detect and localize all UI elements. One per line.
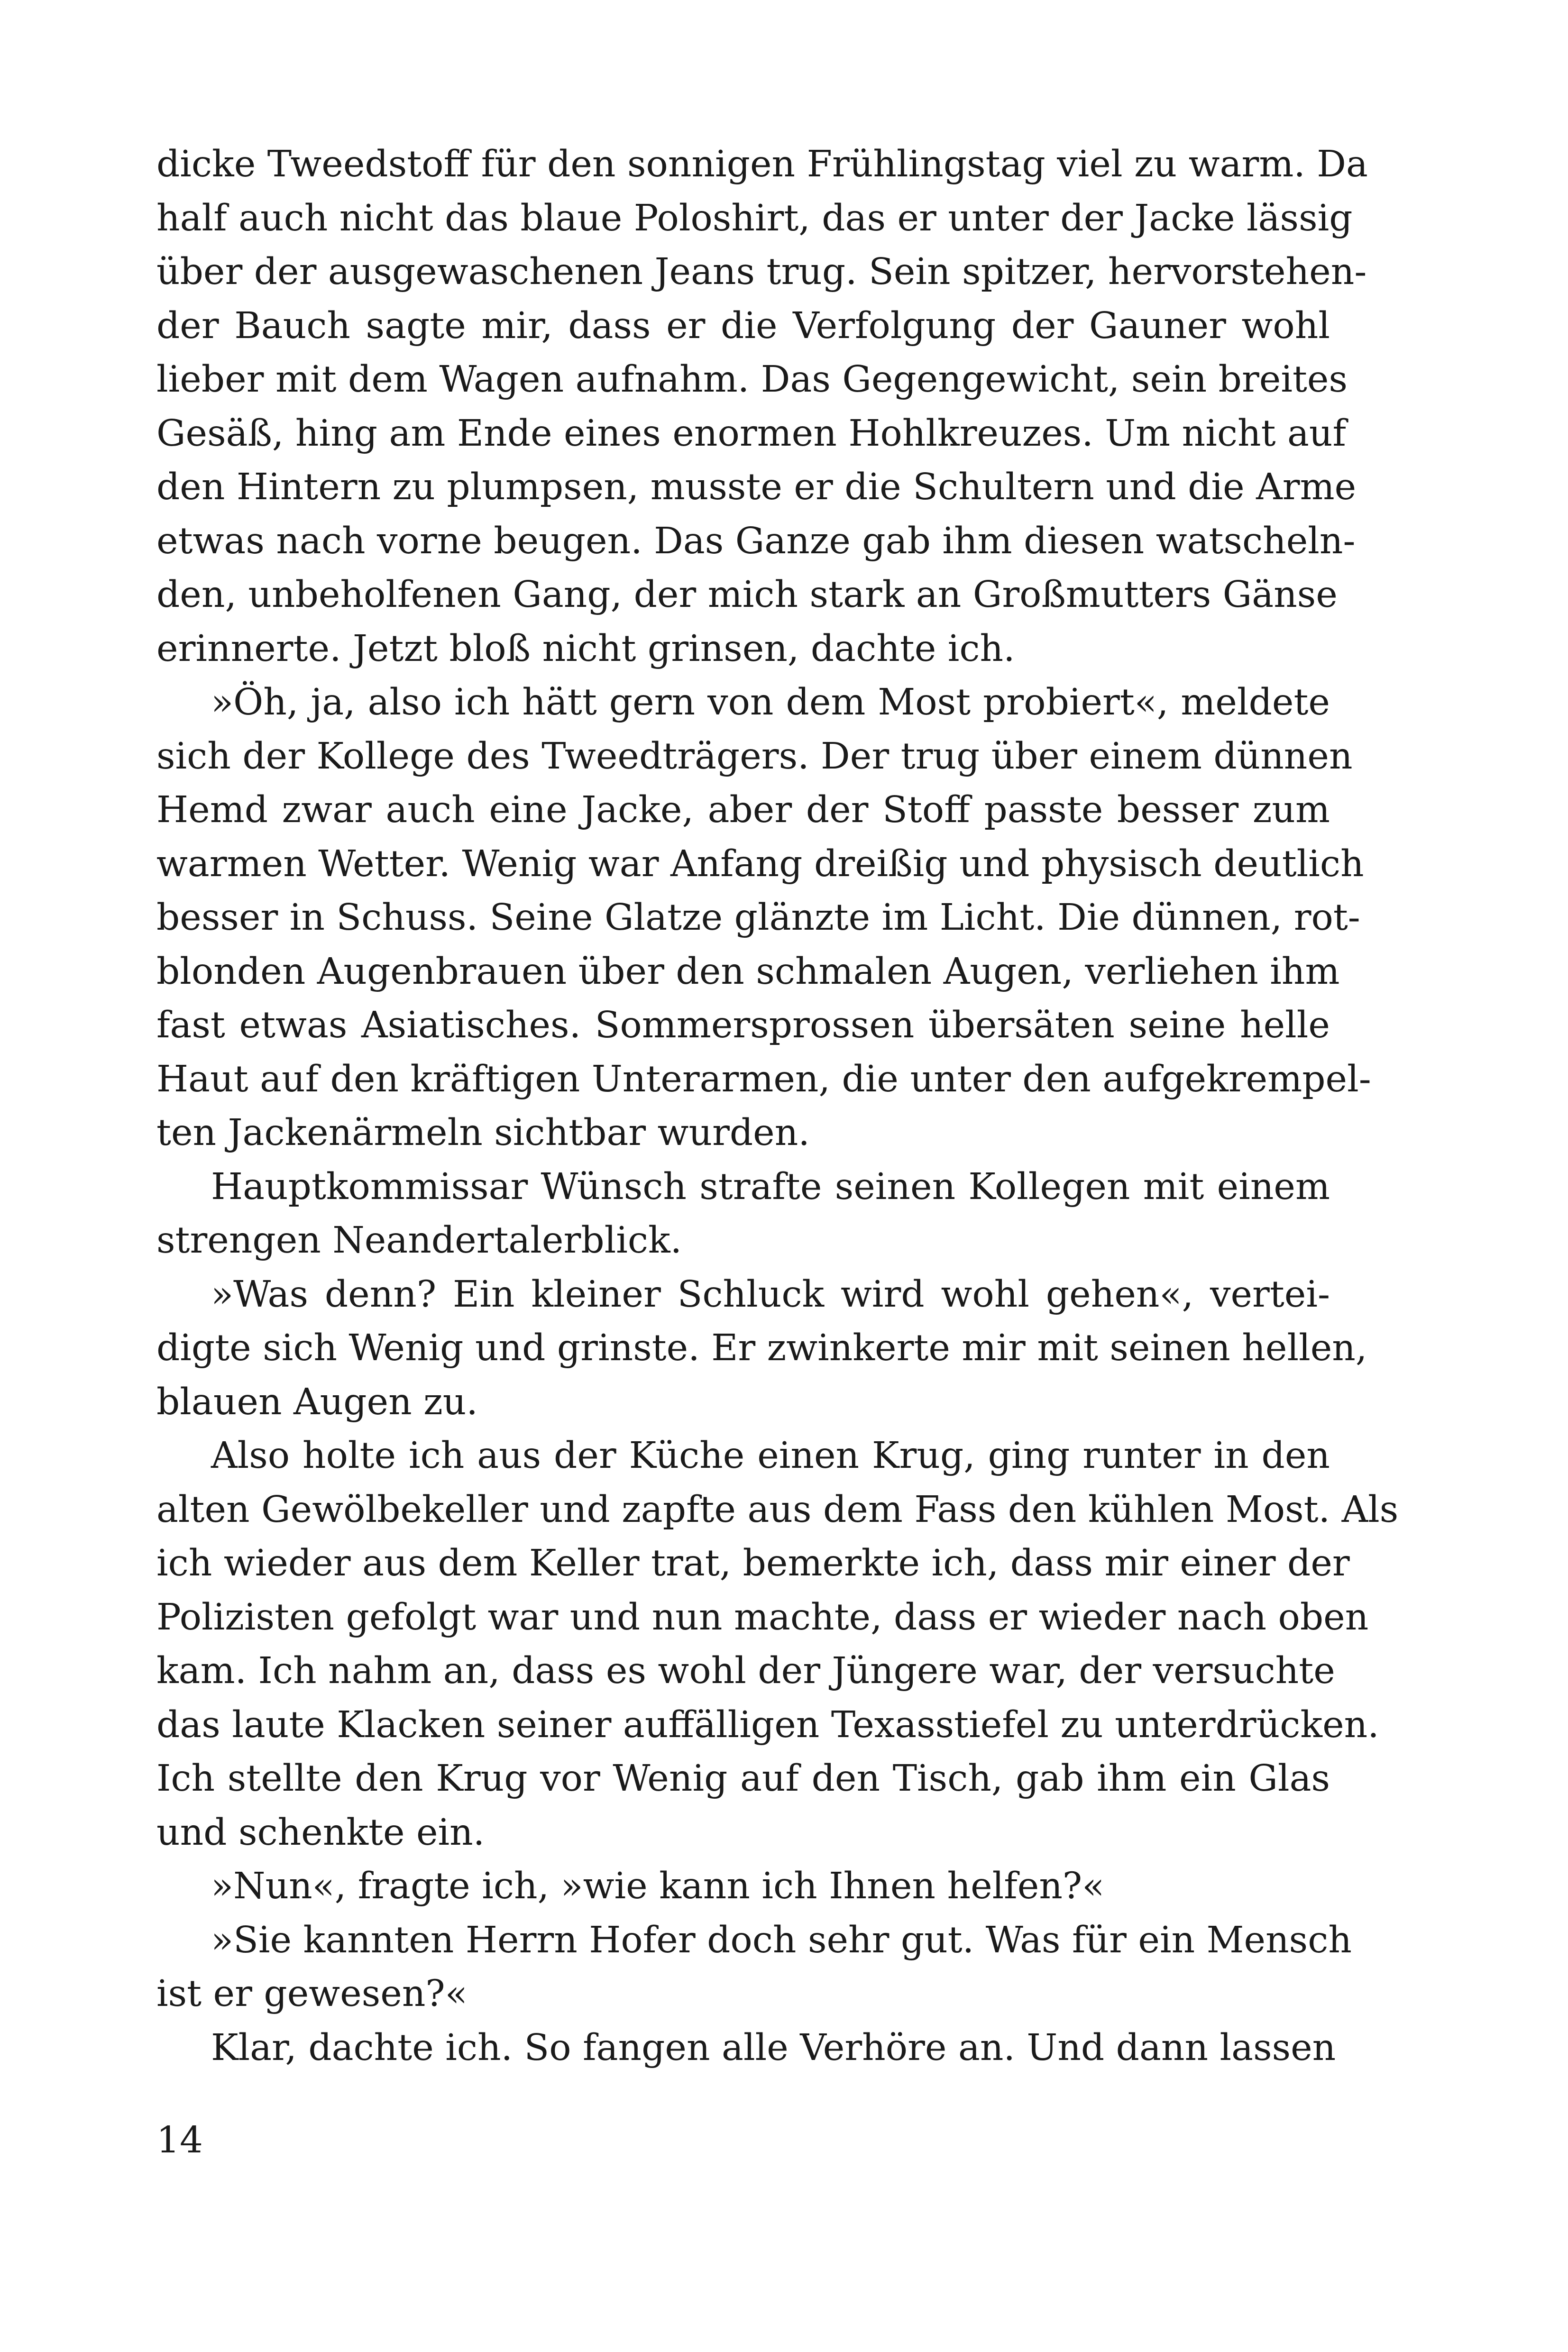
text-line: blauen Augen zu. xyxy=(156,1381,478,1423)
body-text xyxy=(156,137,1399,2075)
text-line: das laute Klacken seiner auffälligen Texasstiefel zu unterdrücken. xyxy=(156,1703,1379,1746)
text-line: ist er gewesen?« xyxy=(156,1973,468,2015)
text-line: Hauptkommissar Wünsch strafte seinen Kollegen mit einem xyxy=(211,1165,1330,1208)
text-line: Klar, dachte ich. So fangen alle Verhöre an. Und dann lassen xyxy=(211,2026,1336,2069)
text-line: und schenkte ein. xyxy=(156,1811,485,1854)
text-line: »Sie kannten Herrn Hofer doch sehr gut. Was für ein Mensch xyxy=(211,1919,1352,1961)
page-number: 14 xyxy=(156,2119,203,2161)
text-line: erinnerte. Jetzt bloß nicht grinsen, dachte ich. xyxy=(156,627,1015,670)
text-line: Also holte ich aus der Küche einen Krug, ging runter in den xyxy=(211,1435,1330,1477)
text-line: fast etwas Asiatisches. Sommersprossen übersäten seine helle xyxy=(156,1004,1330,1046)
text-line: digte sich Wenig und grinste. Er zwinkerte mir mit seinen hellen, xyxy=(156,1327,1367,1369)
text-line: strengen Neandertalerblick. xyxy=(156,1219,682,1262)
text-line: Haut auf den kräftigen Unterarmen, die unter den aufgekrempel- xyxy=(156,1058,1371,1100)
text-line: etwas nach vorne beugen. Das Ganze gab ihm diesen watscheln- xyxy=(156,520,1356,562)
text-line: sich der Kollege des Tweedträgers. Der trug über einem dünnen xyxy=(156,735,1353,778)
text-line: dicke Tweedstoff für den sonnigen Frühlingstag viel zu warm. Da xyxy=(156,143,1368,185)
text-line: Hemd zwar auch eine Jacke, aber der Stoff passte besser zum xyxy=(156,789,1330,831)
text-line: »Nun«, fragte ich, »wie kann ich Ihnen helfen?« xyxy=(211,1865,1105,1907)
text-line: besser in Schuss. Seine Glatze glänzte im Licht. Die dünnen, rot- xyxy=(156,897,1360,939)
text-line: blonden Augenbrauen über den schmalen Augen, verliehen ihm xyxy=(156,950,1340,993)
text-line: »Was denn? Ein kleiner Schluck wird wohl gehen«, vertei- xyxy=(211,1273,1330,1316)
text-line: Ich stellte den Krug vor Wenig auf den Tisch, gab ihm ein Glas xyxy=(156,1757,1330,1800)
text-line: lieber mit dem Wagen aufnahm. Das Gegengewicht, sein breites xyxy=(156,358,1348,401)
text-line: warmen Wetter. Wenig war Anfang dreißig und physisch deutlich xyxy=(156,842,1364,885)
text-line: den, unbeholfenen Gang, der mich stark an Großmutters Gänse xyxy=(156,574,1338,616)
text-line: ich wieder aus dem Keller trat, bemerkte ich, dass mir einer der xyxy=(156,1542,1350,1584)
text-line: alten Gewölbekeller und zapfte aus dem Fass den kühlen Most. Als xyxy=(156,1488,1399,1531)
text-line: Gesäß, hing am Ende eines enormen Hohlkreuzes. Um nicht auf xyxy=(156,412,1347,455)
text-line: Polizisten gefolgt war und nun machte, dass er wieder nach oben xyxy=(156,1596,1369,1638)
text-line: ten Jackenärmeln sichtbar wurden. xyxy=(156,1112,810,1154)
text-line: über der ausgewaschenen Jeans trug. Sein spitzer, hervorstehen- xyxy=(156,251,1367,293)
text-line: der Bauch sagte mir, dass er die Verfolgung der Gauner wohl xyxy=(156,304,1330,347)
text-line: »Öh, ja, also ich hätt gern von dem Most probiert«, meldete xyxy=(211,681,1330,723)
text-line: kam. Ich nahm an, dass es wohl der Jüngere war, der versuchte xyxy=(156,1650,1335,1692)
text-line: half auch nicht das blaue Poloshirt, das er unter der Jacke lässig xyxy=(156,197,1353,239)
text-line: den Hintern zu plumpsen, musste er die Schultern und die Arme xyxy=(156,466,1357,508)
